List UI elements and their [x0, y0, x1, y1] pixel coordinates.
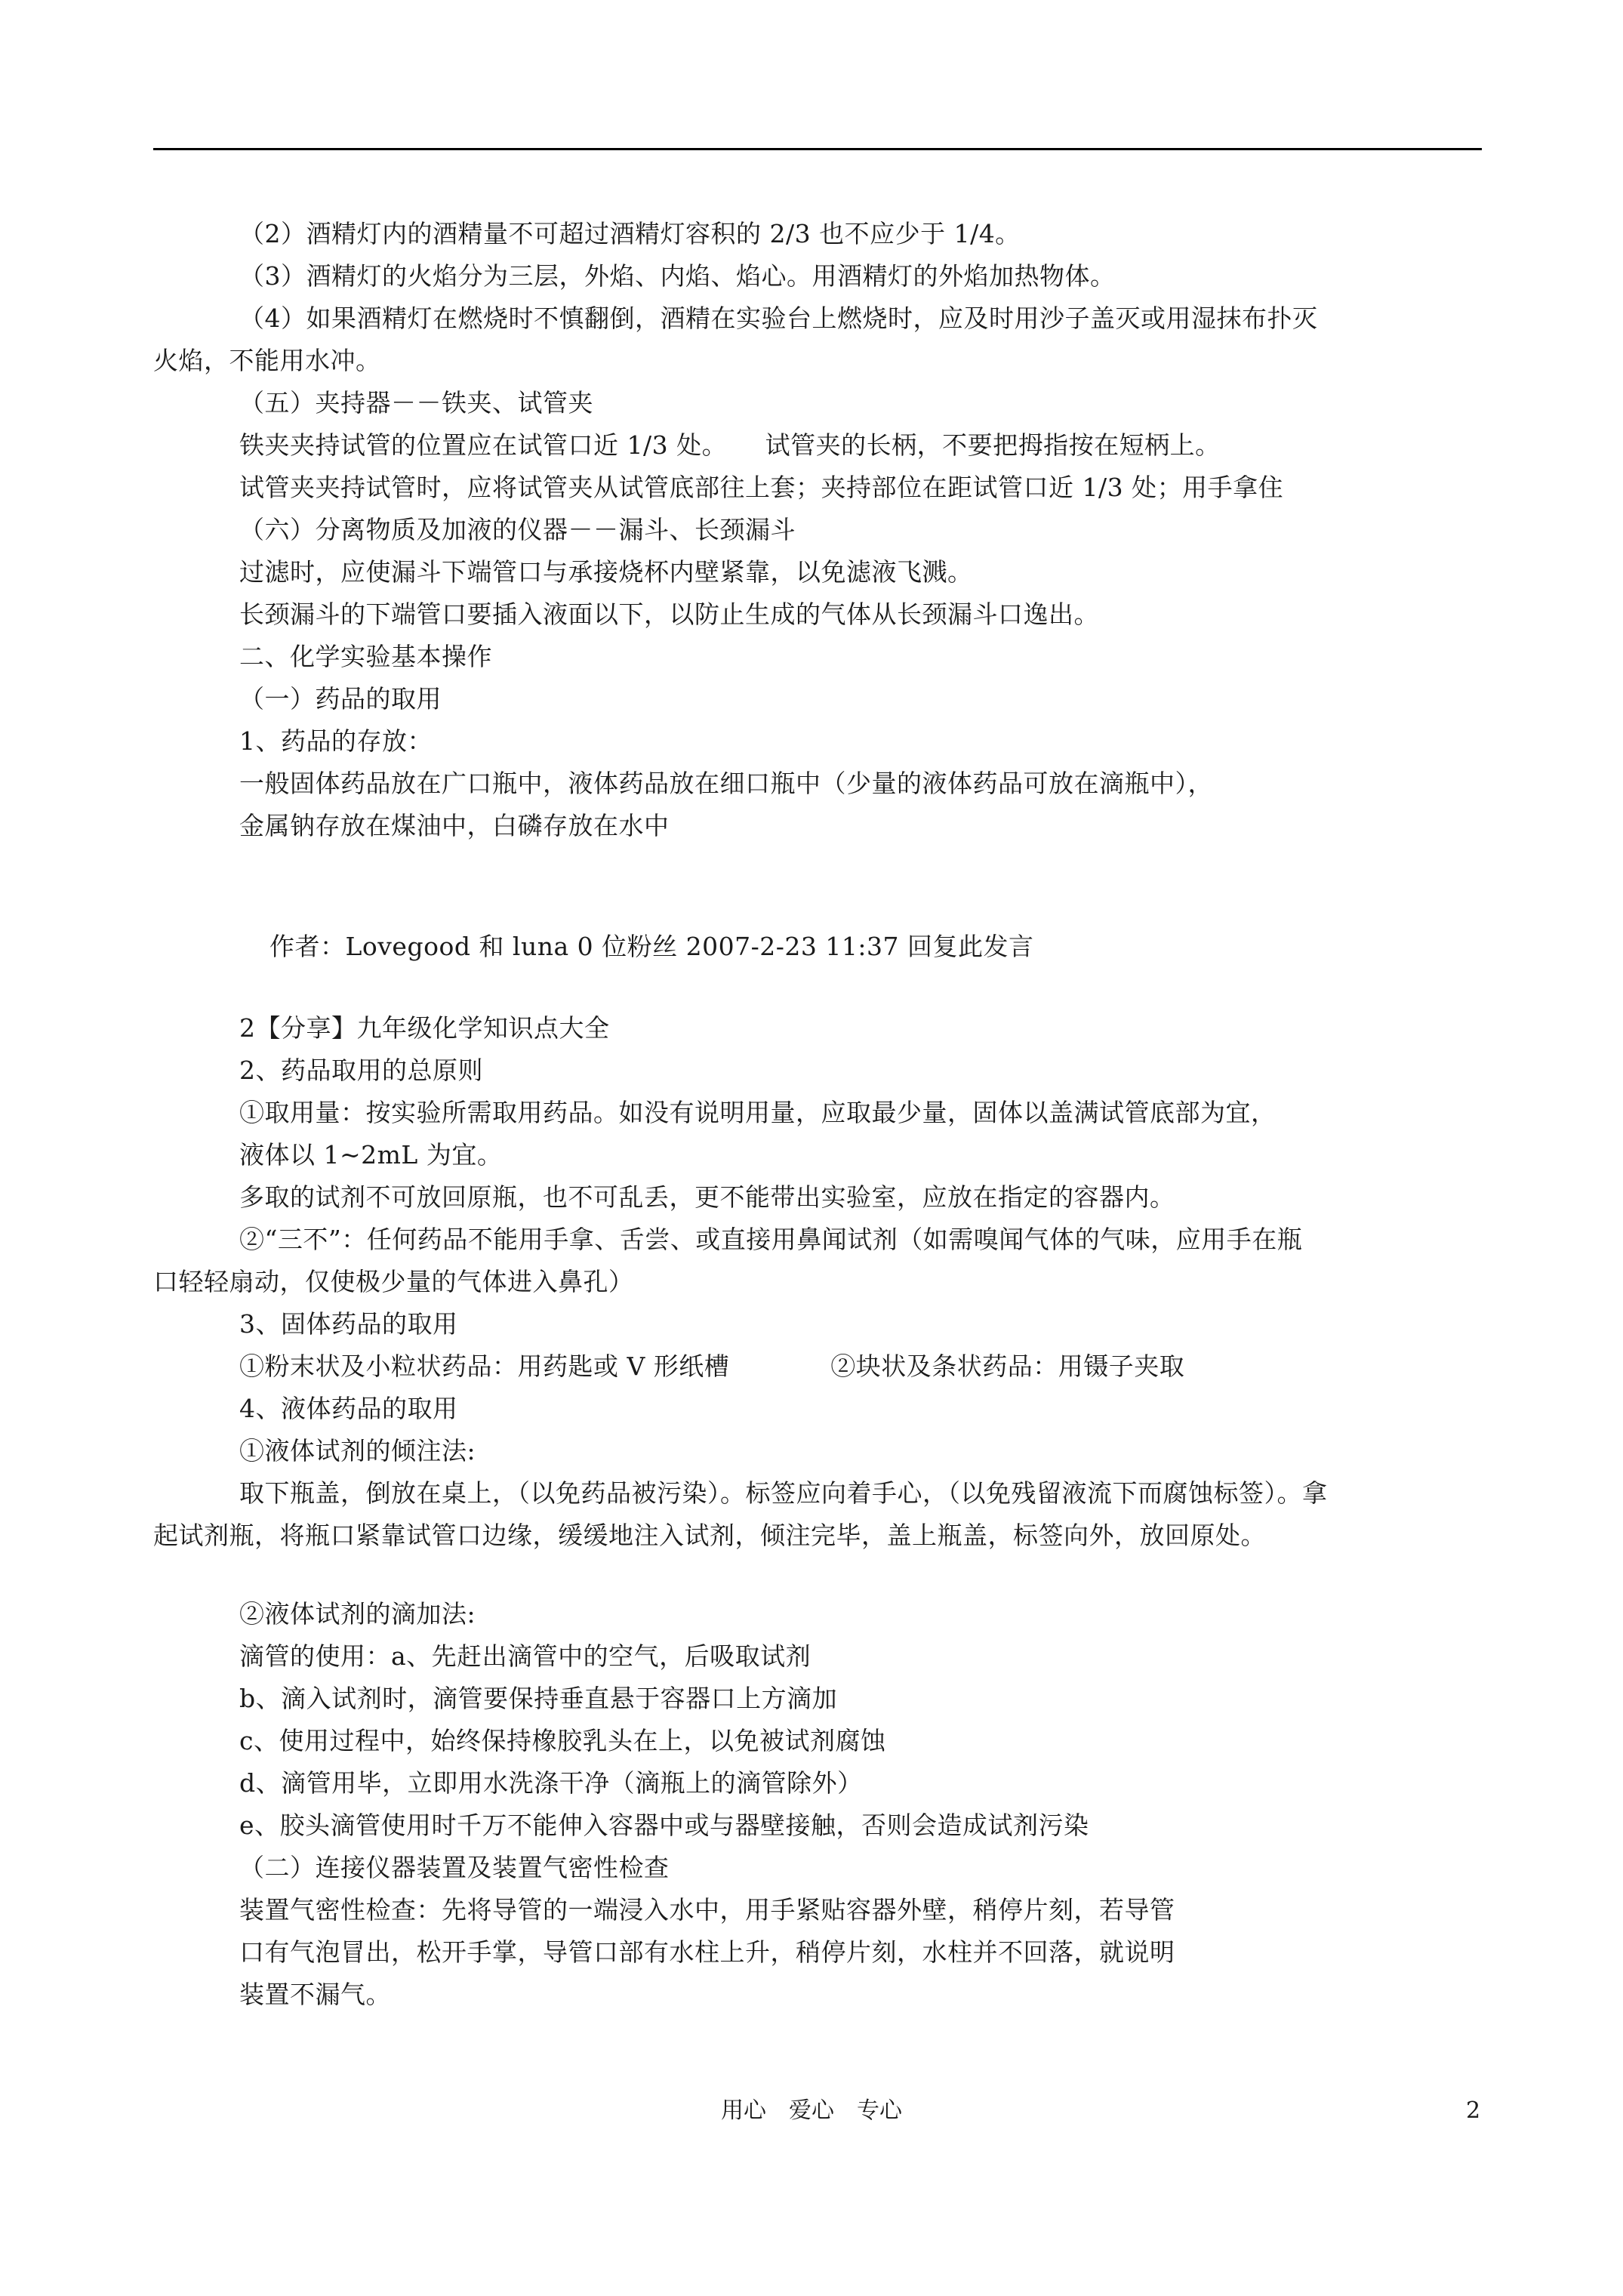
text-line: c、使用过程中，始终保持橡胶乳头在上，以免被试剂腐蚀	[239, 1726, 886, 1755]
section-heading: （五）夹持器－－铁夹、试管夹	[239, 388, 593, 418]
text-line: 长颈漏斗的下端管口要插入液面以下，以防止生成的气体从长颈漏斗口逸出。	[239, 599, 1099, 629]
section-heading: 二、化学实验基本操作	[239, 642, 492, 671]
footer-motto: 用心 爱心 专心	[721, 2097, 902, 2124]
text-line: ①液体试剂的倾注法:	[239, 1436, 476, 1465]
text-line: 取下瓶盖，倒放在桌上，（以免药品被污染）。标签应向着手心，（以免残留液流下而腐蚀标签）。拿	[239, 1478, 1328, 1508]
text-line: 多取的试剂不可放回原瓶，也不可乱丢，更不能带出实验室，应放在指定的容器内。	[239, 1182, 1175, 1212]
text-line: 装置气密性检查：先将导管的一端浸入水中，用手紧贴容器外壁，稍停片刻，若导管	[239, 1895, 1175, 1925]
text-line: 过滤时，应使漏斗下端管口与承接烧杯内壁紧靠，以免滤液飞溅。	[239, 557, 973, 587]
header-rule	[153, 148, 1482, 150]
text-line: d、滴管用毕，立即用水洗涤干净（滴瓶上的滴管除外）	[239, 1768, 863, 1798]
text-line: 液体以 1~2mL 为宜。	[239, 1140, 503, 1170]
text-line: 口轻轻扇动，仅使极少量的气体进入鼻孔）	[153, 1267, 634, 1296]
section-heading: （二）连接仪器装置及装置气密性检查	[239, 1853, 670, 1882]
section-heading: 2【分享】九年级化学知识点大全	[239, 1013, 610, 1043]
text-line: （2）酒精灯内的酒精量不可超过酒精灯容积的 2/3 也不应少于 1/4。	[239, 219, 1021, 248]
text-line: 1、药品的存放：	[239, 726, 433, 756]
section-heading: （六）分离物质及加液的仪器－－漏斗、长颈漏斗	[239, 515, 796, 544]
section-heading: （一）药品的取用	[239, 684, 442, 713]
text-line: 铁夹夹持试管的位置应在试管口近 1/3 处。 试管夹的长柄，不要把拇指按在短柄上。	[239, 430, 1221, 460]
text-line: 滴管的使用：a、先赶出滴管中的空气，后吸取试剂	[239, 1641, 812, 1671]
author-line: 作者：Lovegood 和 luna 0 位粉丝 2007-2-23 11:37 回复此发言	[269, 932, 1034, 961]
text-line: ①取用量：按实验所需取用药品。如没有说明用量，应取最少量，固体以盖满试管底部为宜，	[239, 1098, 1277, 1127]
text-line: ②液体试剂的滴加法:	[239, 1599, 476, 1629]
section-heading: 2、药品取用的总原则	[239, 1056, 483, 1085]
text-line: ①粉末状及小粒状药品：用药匙或 V 形纸槽 ②块状及条状药品：用镊子夹取	[239, 1351, 1185, 1381]
text-line: （3）酒精灯的火焰分为三层，外焰、内焰、焰心。用酒精灯的外焰加热物体。	[239, 261, 1116, 291]
section-heading: 4、液体药品的取用	[239, 1394, 458, 1423]
text-line: 金属钠存放在煤油中，白磷存放在水中	[239, 811, 670, 840]
page-number: 2	[1466, 2097, 1481, 2124]
text-line: 起试剂瓶，将瓶口紧靠试管口边缘，缓缓地注入试剂，倾注完毕，盖上瓶盖，标签向外，放回原处。	[153, 1521, 1266, 1550]
text-line: 口有气泡冒出，松开手掌，导管口部有水柱上升，稍停片刻，水柱并不回落，就说明	[239, 1937, 1175, 1967]
text-line: ②“三不”：任何药品不能用手拿、舌尝、或直接用鼻闻试剂（如需嗅闻气体的气味，应用手在瓶	[239, 1225, 1303, 1254]
text-line: e、胶头滴管使用时千万不能伸入容器中或与器壁接触，否则会造成试剂污染	[239, 1811, 1089, 1840]
section-heading: 3、固体药品的取用	[239, 1309, 458, 1339]
text-line: b、滴入试剂时，滴管要保持垂直悬于容器口上方滴加	[239, 1684, 838, 1713]
text-line: 装置不漏气。	[239, 1980, 391, 2009]
text-line: 火焰，不能用水冲。	[153, 346, 381, 375]
text-line: 试管夹夹持试管时，应将试管夹从试管底部往上套；夹持部位在距试管口近 1/3 处；用手拿住	[239, 473, 1284, 502]
text-line: （4）如果酒精灯在燃烧时不慎翻倒，酒精在实验台上燃烧时，应及时用沙子盖灭或用湿抹布扑灭	[239, 304, 1318, 333]
text-line: 一般固体药品放在广口瓶中，液体药品放在细口瓶中（少量的液体药品可放在滴瓶中），	[239, 769, 1213, 798]
